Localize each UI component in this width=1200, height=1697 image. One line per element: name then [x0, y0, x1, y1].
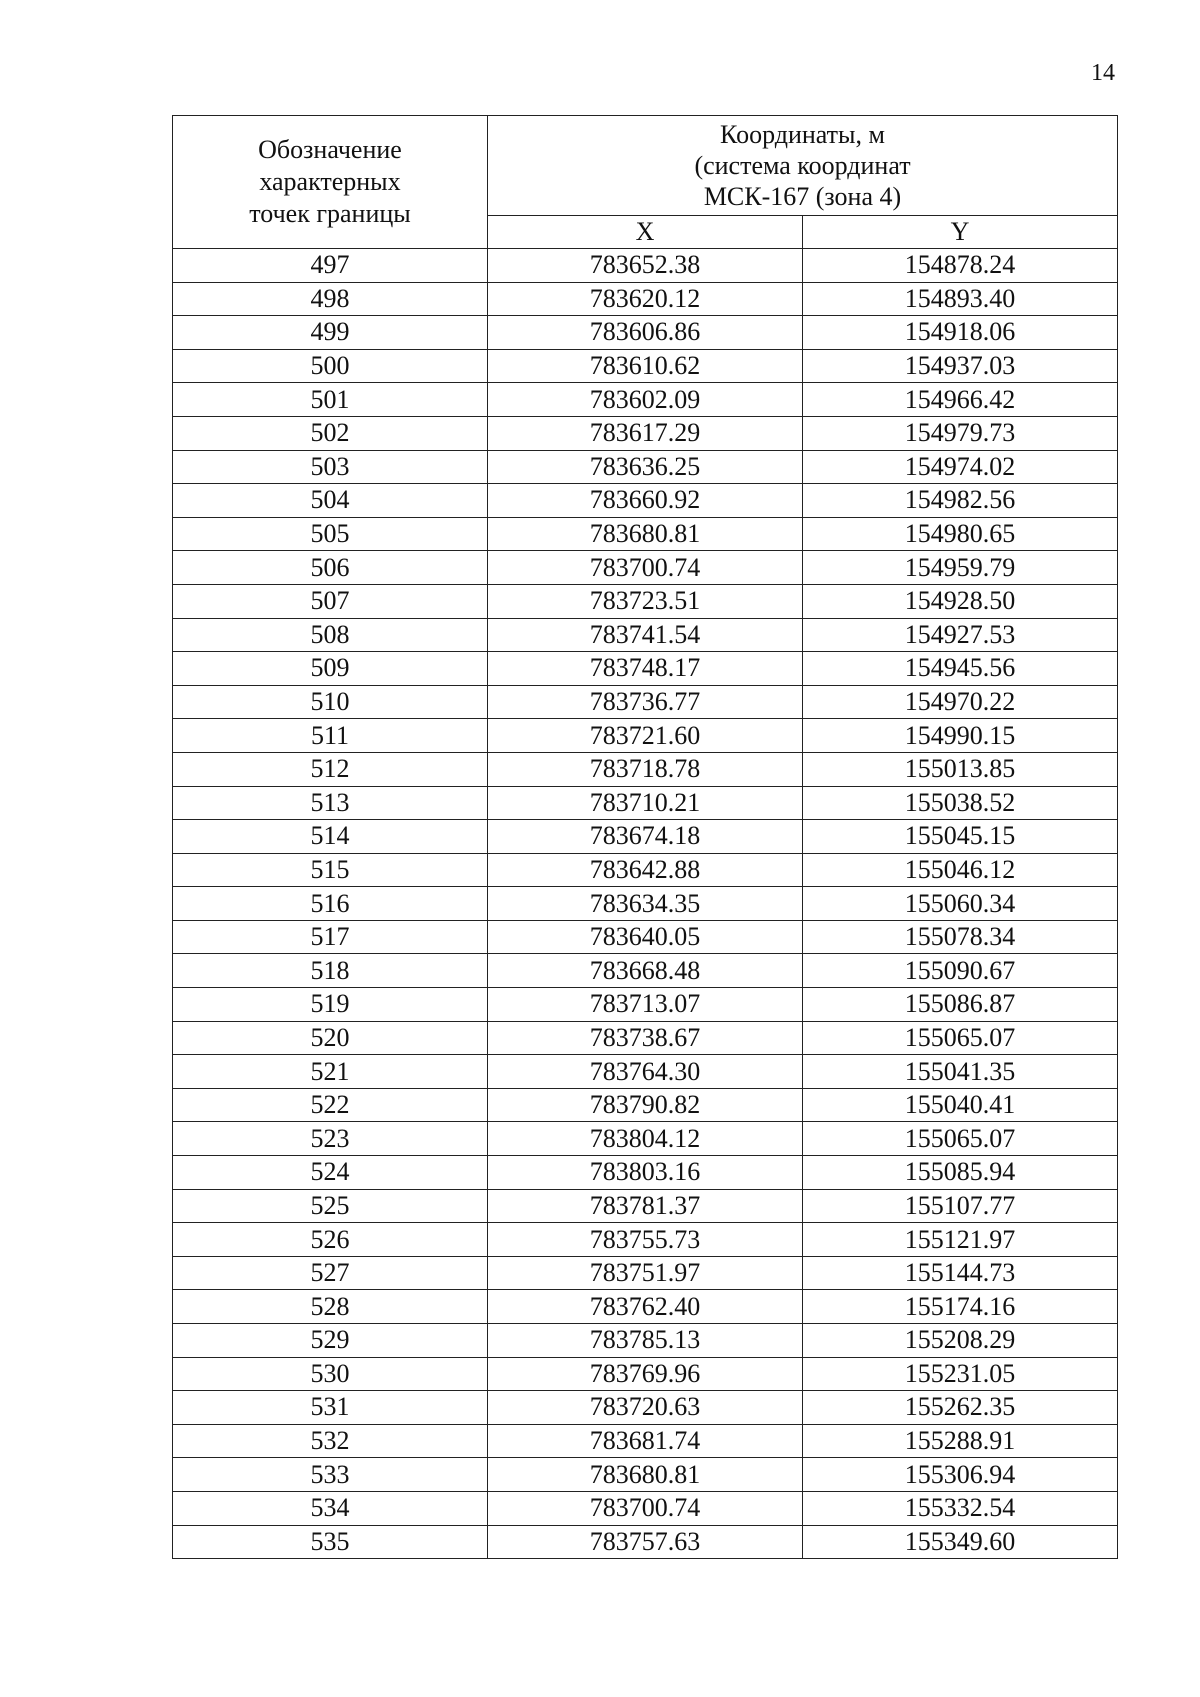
x-coordinate-cell: 783748.17 [488, 652, 803, 686]
y-coordinate-cell: 155306.94 [803, 1458, 1118, 1492]
x-coordinate-cell: 783718.78 [488, 752, 803, 786]
coords-label-line-2: (система координат [694, 150, 911, 180]
point-number-cell: 507 [173, 584, 488, 618]
table-row [173, 1223, 1118, 1257]
point-number-cell: 529 [173, 1324, 488, 1358]
table-row [173, 618, 1118, 652]
x-coordinate-cell: 783790.82 [488, 1088, 803, 1122]
point-number-cell: 506 [173, 551, 488, 585]
table-row [173, 517, 1118, 551]
x-coordinate-cell: 783640.05 [488, 920, 803, 954]
point-number-cell: 515 [173, 853, 488, 887]
point-number-cell: 505 [173, 517, 488, 551]
table-row [173, 1458, 1118, 1492]
point-number-cell: 502 [173, 416, 488, 450]
table-row [173, 887, 1118, 921]
y-coordinate-cell: 155086.87 [803, 988, 1118, 1022]
y-coordinate-cell: 155262.35 [803, 1391, 1118, 1425]
point-number-cell: 508 [173, 618, 488, 652]
table-row [173, 1088, 1118, 1122]
point-number-cell: 517 [173, 920, 488, 954]
table-row [173, 988, 1118, 1022]
point-number-cell: 524 [173, 1156, 488, 1190]
table-row [173, 349, 1118, 383]
y-coordinate-cell: 155078.34 [803, 920, 1118, 954]
table-row [173, 416, 1118, 450]
point-number-cell: 533 [173, 1458, 488, 1492]
x-coordinate-cell: 783769.96 [488, 1357, 803, 1391]
table-header [173, 116, 1118, 249]
y-coordinate-cell: 154937.03 [803, 349, 1118, 383]
y-coordinate-cell: 155288.91 [803, 1424, 1118, 1458]
point-number-cell: 528 [173, 1290, 488, 1324]
y-coordinate-cell: 154918.06 [803, 316, 1118, 350]
point-number-cell: 526 [173, 1223, 488, 1257]
y-coordinate-cell: 155065.07 [803, 1021, 1118, 1055]
point-number-cell: 503 [173, 450, 488, 484]
point-number-cell: 497 [173, 249, 488, 283]
y-coordinate-cell: 155040.41 [803, 1088, 1118, 1122]
x-coordinate-cell: 783785.13 [488, 1324, 803, 1358]
y-coordinate-cell: 154945.56 [803, 652, 1118, 686]
point-number-cell: 535 [173, 1525, 488, 1559]
y-coordinate-cell: 154990.15 [803, 719, 1118, 753]
x-coordinate-cell: 783736.77 [488, 685, 803, 719]
table-row [173, 1391, 1118, 1425]
point-number-cell: 509 [173, 652, 488, 686]
x-coordinate-cell: 783721.60 [488, 719, 803, 753]
table-row [173, 484, 1118, 518]
table-row [173, 1290, 1118, 1324]
x-coordinate-cell: 783713.07 [488, 988, 803, 1022]
x-coordinate-cell: 783674.18 [488, 820, 803, 854]
coords-label-header [488, 116, 1118, 216]
x-coordinate-cell: 783652.38 [488, 249, 803, 283]
table-row [173, 584, 1118, 618]
table-row [173, 249, 1118, 283]
coords-label-line-1: Координаты, м [720, 119, 885, 149]
x-coordinate-cell: 783762.40 [488, 1290, 803, 1324]
point-label-header [173, 116, 488, 249]
point-label-line-1: Обозначение [258, 135, 402, 164]
point-number-cell: 532 [173, 1424, 488, 1458]
point-number-cell: 520 [173, 1021, 488, 1055]
table-row [173, 282, 1118, 316]
point-number-cell: 527 [173, 1256, 488, 1290]
y-coordinate-cell: 155208.29 [803, 1324, 1118, 1358]
table-row [173, 1021, 1118, 1055]
x-coordinate-cell: 783668.48 [488, 954, 803, 988]
table-row [173, 1491, 1118, 1525]
y-coordinate-cell: 155038.52 [803, 786, 1118, 820]
table-row [173, 316, 1118, 350]
point-number-cell: 504 [173, 484, 488, 518]
point-number-cell: 530 [173, 1357, 488, 1391]
point-number-cell: 511 [173, 719, 488, 753]
y-coordinate-cell: 155060.34 [803, 887, 1118, 921]
x-coordinate-cell: 783741.54 [488, 618, 803, 652]
x-coordinate-cell: 783781.37 [488, 1189, 803, 1223]
y-coordinate-cell: 155046.12 [803, 853, 1118, 887]
point-number-cell: 516 [173, 887, 488, 921]
table-row [173, 450, 1118, 484]
point-label-line-2: характерных [259, 167, 401, 196]
y-coordinate-cell: 154878.24 [803, 249, 1118, 283]
point-number-cell: 500 [173, 349, 488, 383]
x-coordinate-cell: 783636.25 [488, 450, 803, 484]
y-coordinate-cell: 155332.54 [803, 1491, 1118, 1525]
point-number-cell: 499 [173, 316, 488, 350]
point-number-cell: 521 [173, 1055, 488, 1089]
y-coordinate-cell: 155065.07 [803, 1122, 1118, 1156]
y-coordinate-cell: 155121.97 [803, 1223, 1118, 1257]
table-row [173, 719, 1118, 753]
table-row [173, 685, 1118, 719]
x-coordinate-cell: 783681.74 [488, 1424, 803, 1458]
x-coordinate-cell: 783634.35 [488, 887, 803, 921]
coords-label-line-3: МСК-167 (зона 4) [703, 181, 902, 211]
x-coordinate-cell: 783710.21 [488, 786, 803, 820]
table-row [173, 1189, 1118, 1223]
point-number-cell: 523 [173, 1122, 488, 1156]
table-row [173, 954, 1118, 988]
y-coordinate-cell: 155107.77 [803, 1189, 1118, 1223]
y-coordinate-cell: 154970.22 [803, 685, 1118, 719]
point-number-cell: 498 [173, 282, 488, 316]
coordinates-table [172, 115, 1118, 1559]
x-coordinate-cell: 783680.81 [488, 1458, 803, 1492]
table-row [173, 551, 1118, 585]
y-coordinate-cell: 154974.02 [803, 450, 1118, 484]
x-coordinate-cell: 783602.09 [488, 383, 803, 417]
table-row [173, 1256, 1118, 1290]
table-row [173, 652, 1118, 686]
point-number-cell: 514 [173, 820, 488, 854]
table-row [173, 820, 1118, 854]
table-row [173, 1156, 1118, 1190]
y-coordinate-cell: 155085.94 [803, 1156, 1118, 1190]
point-number-cell: 513 [173, 786, 488, 820]
y-coordinate-cell: 155013.85 [803, 752, 1118, 786]
x-coordinate-cell: 783755.73 [488, 1223, 803, 1257]
x-coordinate-cell: 783757.63 [488, 1525, 803, 1559]
x-coordinate-cell: 783751.97 [488, 1256, 803, 1290]
y-coordinate-cell: 154979.73 [803, 416, 1118, 450]
table-row [173, 1357, 1118, 1391]
y-coordinate-cell: 155231.05 [803, 1357, 1118, 1391]
y-coordinate-cell: 155045.15 [803, 820, 1118, 854]
x-coordinate-cell: 783680.81 [488, 517, 803, 551]
x-coordinate-cell: 783720.63 [488, 1391, 803, 1425]
table-row [173, 920, 1118, 954]
table-row [173, 752, 1118, 786]
x-coordinate-cell: 783606.86 [488, 316, 803, 350]
point-number-cell: 522 [173, 1088, 488, 1122]
y-coordinate-cell: 154959.79 [803, 551, 1118, 585]
point-label-line-3: точек границы [249, 199, 411, 228]
x-coordinate-cell: 783617.29 [488, 416, 803, 450]
table-row [173, 853, 1118, 887]
x-column-header: X [488, 215, 803, 248]
x-coordinate-cell: 783620.12 [488, 282, 803, 316]
y-coordinate-cell: 154980.65 [803, 517, 1118, 551]
page-number: 14 [1091, 60, 1115, 86]
x-coordinate-cell: 783610.62 [488, 349, 803, 383]
x-coordinate-cell: 783700.74 [488, 1491, 803, 1525]
table-row [173, 786, 1118, 820]
y-coordinate-cell: 154893.40 [803, 282, 1118, 316]
point-number-cell: 510 [173, 685, 488, 719]
point-number-cell: 531 [173, 1391, 488, 1425]
y-coordinate-cell: 155090.67 [803, 954, 1118, 988]
x-coordinate-cell: 783660.92 [488, 484, 803, 518]
point-number-cell: 525 [173, 1189, 488, 1223]
point-number-cell: 518 [173, 954, 488, 988]
table-row [173, 1424, 1118, 1458]
x-coordinate-cell: 783642.88 [488, 853, 803, 887]
point-number-cell: 519 [173, 988, 488, 1022]
y-coordinate-cell: 155174.16 [803, 1290, 1118, 1324]
table-row [173, 1525, 1118, 1559]
point-number-cell: 534 [173, 1491, 488, 1525]
table-row [173, 1055, 1118, 1089]
y-coordinate-cell: 154982.56 [803, 484, 1118, 518]
y-column-header: Y [803, 215, 1118, 248]
y-coordinate-cell: 155041.35 [803, 1055, 1118, 1089]
x-coordinate-cell: 783738.67 [488, 1021, 803, 1055]
x-coordinate-cell: 783700.74 [488, 551, 803, 585]
table-row [173, 383, 1118, 417]
y-coordinate-cell: 154966.42 [803, 383, 1118, 417]
x-coordinate-cell: 783764.30 [488, 1055, 803, 1089]
x-coordinate-cell: 783803.16 [488, 1156, 803, 1190]
y-coordinate-cell: 155349.60 [803, 1525, 1118, 1559]
point-number-cell: 501 [173, 383, 488, 417]
x-coordinate-cell: 783723.51 [488, 584, 803, 618]
point-number-cell: 512 [173, 752, 488, 786]
y-coordinate-cell: 154927.53 [803, 618, 1118, 652]
x-coordinate-cell: 783804.12 [488, 1122, 803, 1156]
table-body [173, 249, 1118, 1559]
y-coordinate-cell: 155144.73 [803, 1256, 1118, 1290]
y-coordinate-cell: 154928.50 [803, 584, 1118, 618]
table-row [173, 1324, 1118, 1358]
table-row [173, 1122, 1118, 1156]
